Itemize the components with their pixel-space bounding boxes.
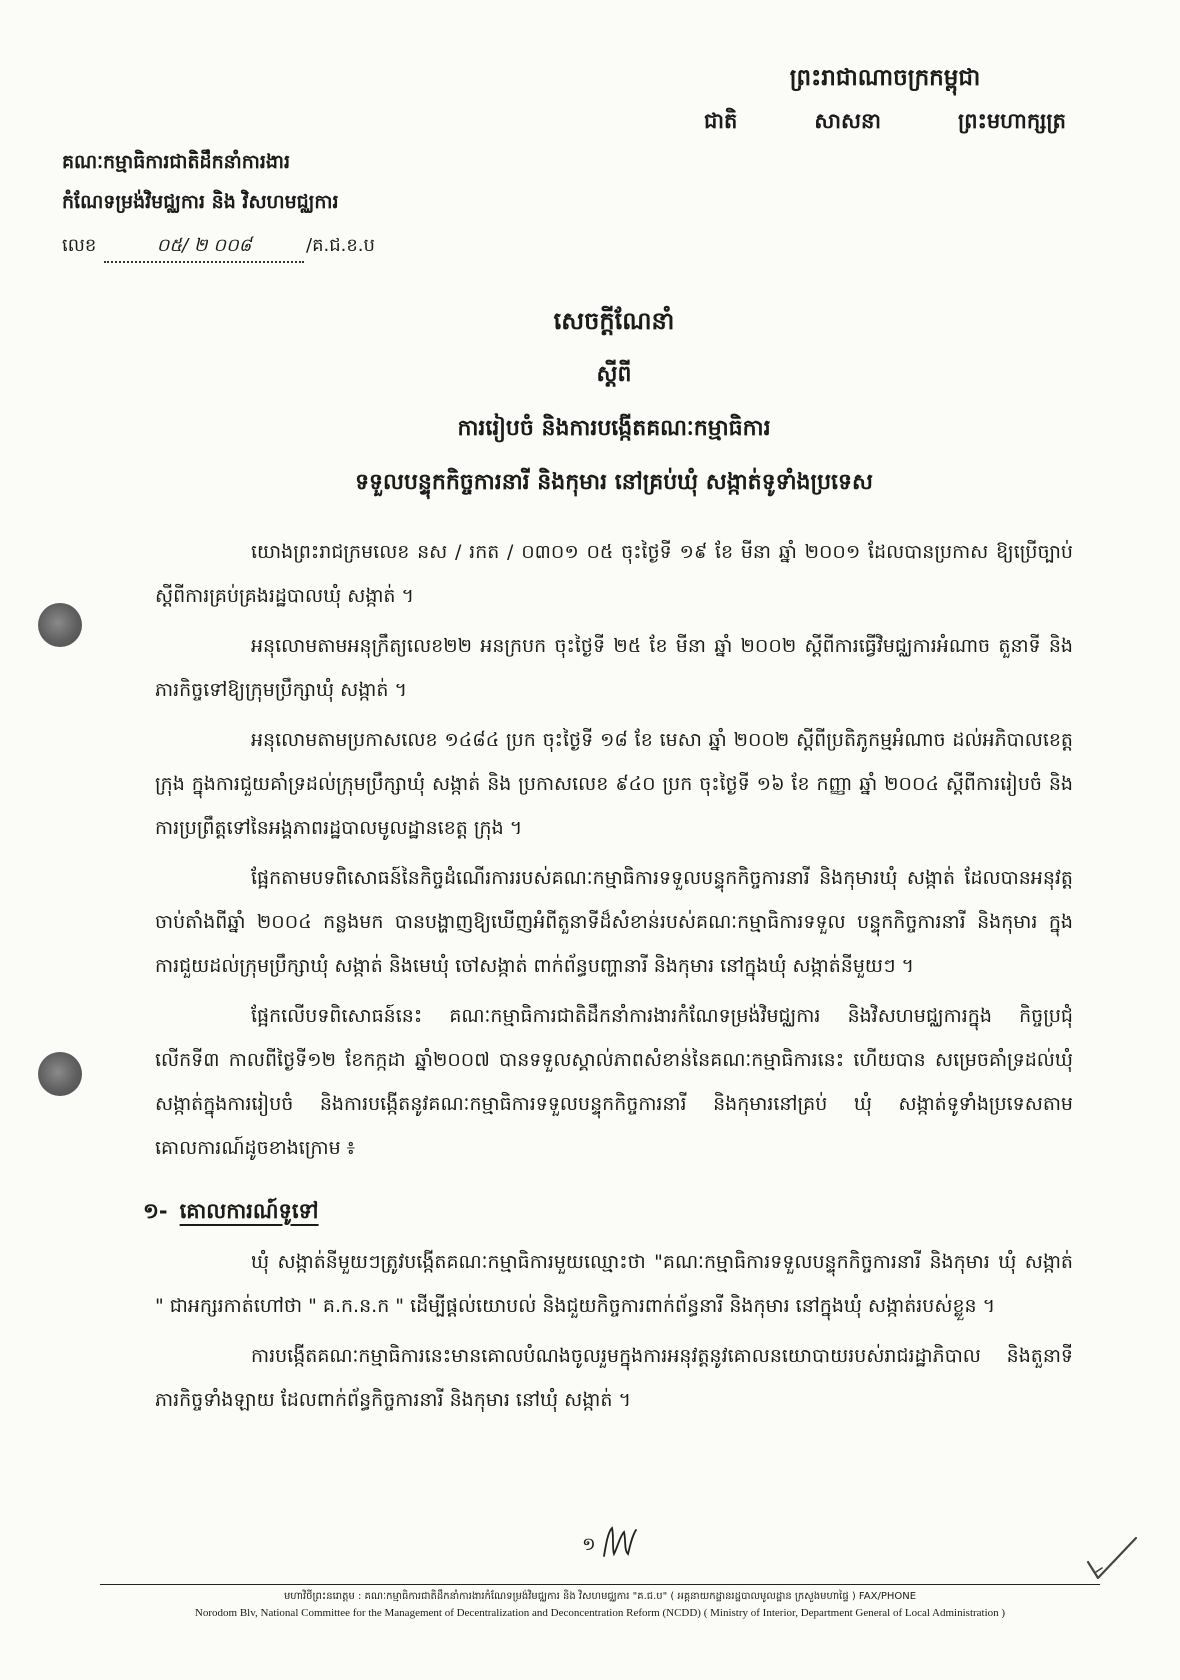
motto-religion: សាសនា xyxy=(814,109,881,133)
page-number: ១ xyxy=(582,1534,596,1555)
initials-signature xyxy=(600,1522,640,1562)
reference-suffix: /គ.ជ.ខ.ប xyxy=(306,235,375,256)
document-body xyxy=(143,294,1073,1516)
footer-khmer-address: មហាវិថីព្រះនរោត្តម : គណៈកម្មាធិការជាតិដឹកនាំការងារកំណែទម្រង់វិមជ្ឈការ និង វិសហមជ្ឈការ "គ.ជ.ប" ( អគ្គនាយកដ្ឋានរដ្ឋបាលមូលដ្ឋាន ក្រសួងមហាផ្ទៃ ) FAX/PHONE xyxy=(283,1591,917,1602)
section-1-paragraph-2: ការបង្កើតគណៈកម្មាធិការនេះមានគោលបំណងចូលរួមក្នុងការអនុវត្តនូវគោលនយោបាយរបស់រាជរដ្ឋាភិបាល និងតួនាទី ភារកិច្ចទាំងឡាយ ដែលពាក់ព័ន្ធកិច្ចការនារី និងកុមារ នៅឃុំ សង្កាត់ ។ xyxy=(155,1345,1073,1411)
section-number: ១- xyxy=(143,1199,168,1223)
motto-king: ព្រះមហាក្សត្រ xyxy=(958,109,1066,133)
punch-hole-bottom xyxy=(38,1052,82,1096)
document-title xyxy=(155,294,1073,510)
reference-prefix: លេខ xyxy=(62,235,97,256)
issuing-authority xyxy=(62,142,522,270)
section-1-paragraph-1: ឃុំ សង្កាត់នីមួយៗត្រូវបង្កើតគណៈកម្មាធិការមួយឈ្មោះថា "គណៈកម្មាធិការទទួលបន្ទុកកិច្ចការនារី និងកុមារ ឃុំ សង្កាត់ " ជាអក្សរកាត់ហៅថា " គ.ក.ន.ក " ដើម្បីផ្តល់យោបល់ និងជួយកិច្ចការពាក់ព័ន្ធនារី និងកុមារ នៅក្នុងឃុំ សង្កាត់របស់ខ្លួន ។ xyxy=(155,1251,1073,1317)
title-line-3: ការរៀបចំ និងការបង្កើតគណៈកម្មាធិការ xyxy=(457,416,771,441)
national-motto xyxy=(700,100,1070,142)
reference-handwritten-number: ០៥/ ២ ០០៨ xyxy=(104,231,304,263)
paragraph-2: អនុលោមតាមអនុក្រឹត្យលេខ២២ អនក្របក ចុះថ្ងៃទី ២៥ ខែ មីនា ឆ្នាំ ២០០២ ស្តីពីការធ្វើវិមជ្ឈការអំណាច តួនាទី និងភារកិច្ចទៅឱ្យក្រុមប្រឹក្សាឃុំ សង្កាត់ ។ xyxy=(155,635,1073,701)
title-line-2: ស្តីពី xyxy=(596,362,632,387)
reference-number xyxy=(62,222,522,270)
section-heading-1 xyxy=(143,1188,1073,1234)
letterhead-footer xyxy=(100,1584,1100,1621)
paragraph-1: យោងព្រះរាជក្រមលេខ នស / រកត / ០៣០១ ០៥ ចុះថ្ងៃទី ១៩ ខែ មីនា ឆ្នាំ ២០០១ ដែលបានប្រកាស ឱ្យប្រើច្បាប់ស្តីពីការគ្រប់គ្រងរដ្ឋបាលឃុំ សង្កាត់ ។ xyxy=(155,541,1073,607)
kingdom-name: ព្រះរាជាណាចក្រកម្ពុជា xyxy=(789,65,981,91)
punch-hole-top xyxy=(38,603,82,647)
paragraph-3: អនុលោមតាមប្រកាសលេខ ១៤៨៤ ប្រក ចុះថ្ងៃទី ១៨ ខែ មេសា ឆ្នាំ ២០០២ ស្តីពីប្រតិភូកម្មអំណាច ដល់អភិបាលខេត្ត ក្រុង ក្នុងការជួយគាំទ្រដល់ក្រុមប្រឹក្សាឃុំ សង្កាត់ និង ប្រកាសលេខ ៩៤០ ប្រក ចុះថ្ងៃទី ១៦ ខែ កញ្ញា ឆ្នាំ ២០០៤ ស្តីពីការរៀបចំ និងការប្រព្រឹត្តទៅនៃអង្គភាពរដ្ឋបាលមូលដ្ឋានខេត្ត ក្រុង ។ xyxy=(155,729,1073,839)
paragraph-4: ផ្អែកតាមបទពិសោធន៍នៃកិច្ចដំណើរការរបស់គណៈកម្មាធិការទទួលបន្ទុកកិច្ចការនារី និងកុមារឃុំ សង្កាត់ ដែលបានអនុវត្តចាប់តាំងពីឆ្នាំ ២០០៤ កន្លងមក បានបង្ហាញឱ្យឃើញអំពីតួនាទីដ៏សំខាន់របស់គណៈកម្មាធិការទទួល បន្ទុកកិច្ចការនារី និងកុមារ ក្នុងការជួយដល់ក្រុមប្រឹក្សាឃុំ សង្កាត់ និងមេឃុំ ចៅសង្កាត់ ពាក់ព័ន្ធបញ្ហានារី និងកុមារ នៅក្នុងឃុំ សង្កាត់នីមួយៗ ។ xyxy=(155,867,1073,977)
title-line-1: សេចក្តីណែនាំ xyxy=(553,307,675,335)
authority-line-2: កំណែទម្រង់វិមជ្ឈការ និង វិសហមជ្ឈការ xyxy=(62,191,339,213)
check-mark-scribble xyxy=(1082,1532,1142,1586)
authority-line-1: គណៈកម្មាធិការជាតិដឹកនាំការងារ xyxy=(62,151,290,173)
section-title: គោលការណ៍ទូទៅ xyxy=(179,1199,319,1223)
page-number-block xyxy=(560,1522,660,1566)
footer-english-address: Norodom Blv, National Committee for the Management of Decentralization and Deconcentration Reform (NCDD) ( Ministry of Interior, Department General of Local Administration ) xyxy=(194,1607,1006,1619)
paragraph-5: ផ្អែកលើបទពិសោធន៍នេះ គណៈកម្មាធិការជាតិដឹកនាំការងារកំណែទម្រង់វិមជ្ឈការ និងវិសហមជ្ឈការក្នុង កិច្ចប្រជុំលើកទី៣ កាលពីថ្ងៃទី១២ ខែកក្កដា ឆ្នាំ២០០៧ បានទទួលស្គាល់ភាពសំខាន់នៃគណៈកម្មាធិការនេះ ហើយបាន សម្រេចគាំទ្រដល់ឃុំ សង្កាត់ក្នុងការរៀបចំ និងការបង្កើតនូវគណៈកម្មាធិការទទួលបន្ទុកកិច្ចការនារី និងកុមារនៅគ្រប់ ឃុំ សង្កាត់ទូទាំងប្រទេសតាមគោលការណ៍ដូចខាងក្រោម ៖ xyxy=(155,1005,1073,1159)
motto-nation: ជាតិ xyxy=(704,109,738,133)
kingdom-header xyxy=(700,56,1070,142)
title-line-4: ទទួលបន្ទុកកិច្ចការនារី និងកុមារ នៅគ្រប់ឃុំ សង្កាត់ទូទាំងប្រទេស xyxy=(355,470,873,495)
